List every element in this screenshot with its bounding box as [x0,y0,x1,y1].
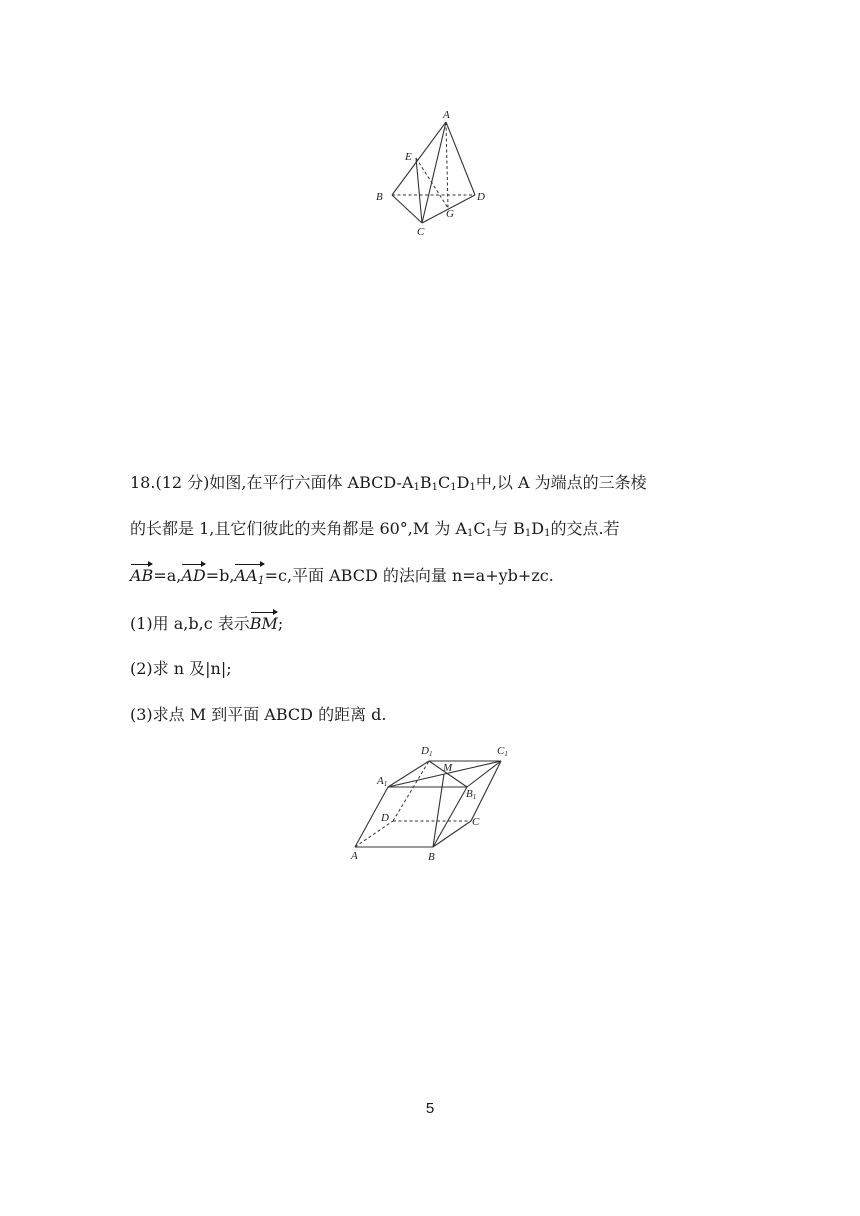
question-3: (3)求点 M 到平面 ABCD 的距离 d. [130,705,387,724]
label-A1: A1 [377,775,388,788]
tetrahedron-figure [370,105,500,244]
edge-bc [433,821,471,847]
edge-ad [446,122,475,195]
edge-a1d1 [388,761,429,787]
label-D: D [381,812,389,824]
problem-line-3: AB=a,AD=b,AA1=c,平面 ABCD 的法向量 n=a+yb+zc. [130,562,554,587]
page-number: 5 [425,1100,435,1117]
edge-bc [392,195,422,223]
edge-dd1-hidden [393,761,429,821]
parallelepiped-figure [345,740,525,874]
label-G: G [446,208,454,220]
label-A: A [351,850,358,862]
edge-ec [416,158,422,223]
label-B: B [428,851,435,863]
vector-ad: AD [181,562,205,585]
label-A: A [443,109,450,121]
vector-ab: AB [130,562,153,585]
label-D: D [477,191,485,203]
vector-aa1: AA1 [234,562,264,587]
label-B1: B1 [466,788,477,801]
edge-ad-hidden [355,821,393,847]
label-E: E [405,151,412,163]
question-1: (1)用 a,b,c 表示BM; [130,610,283,634]
problem-line-1: 18.(12 分)如图,在平行六面体 ABCD-$A_1B_1C_1D_1$中,以 A 为端点的三条棱 [130,473,647,493]
edge-ab [392,122,446,195]
label-D1: D1 [421,745,433,758]
vector-bm: BM [250,610,278,633]
problem-line-2: 的长都是 1,且它们彼此的夹角都是 60°,M 为 $A_1C_1$与 $B_1D_1$的交点.若 [130,519,620,539]
label-M: M [443,762,453,774]
edge-cc1 [471,761,501,821]
label-C: C [472,816,480,828]
label-C1: C1 [497,745,508,758]
label-B: B [376,191,383,203]
edge-eg-hidden [416,158,448,208]
segment-bm [433,774,444,847]
label-C: C [417,226,425,238]
edge-bb1 [433,787,467,847]
question-2: (2)求 n 及|n|; [130,659,232,678]
